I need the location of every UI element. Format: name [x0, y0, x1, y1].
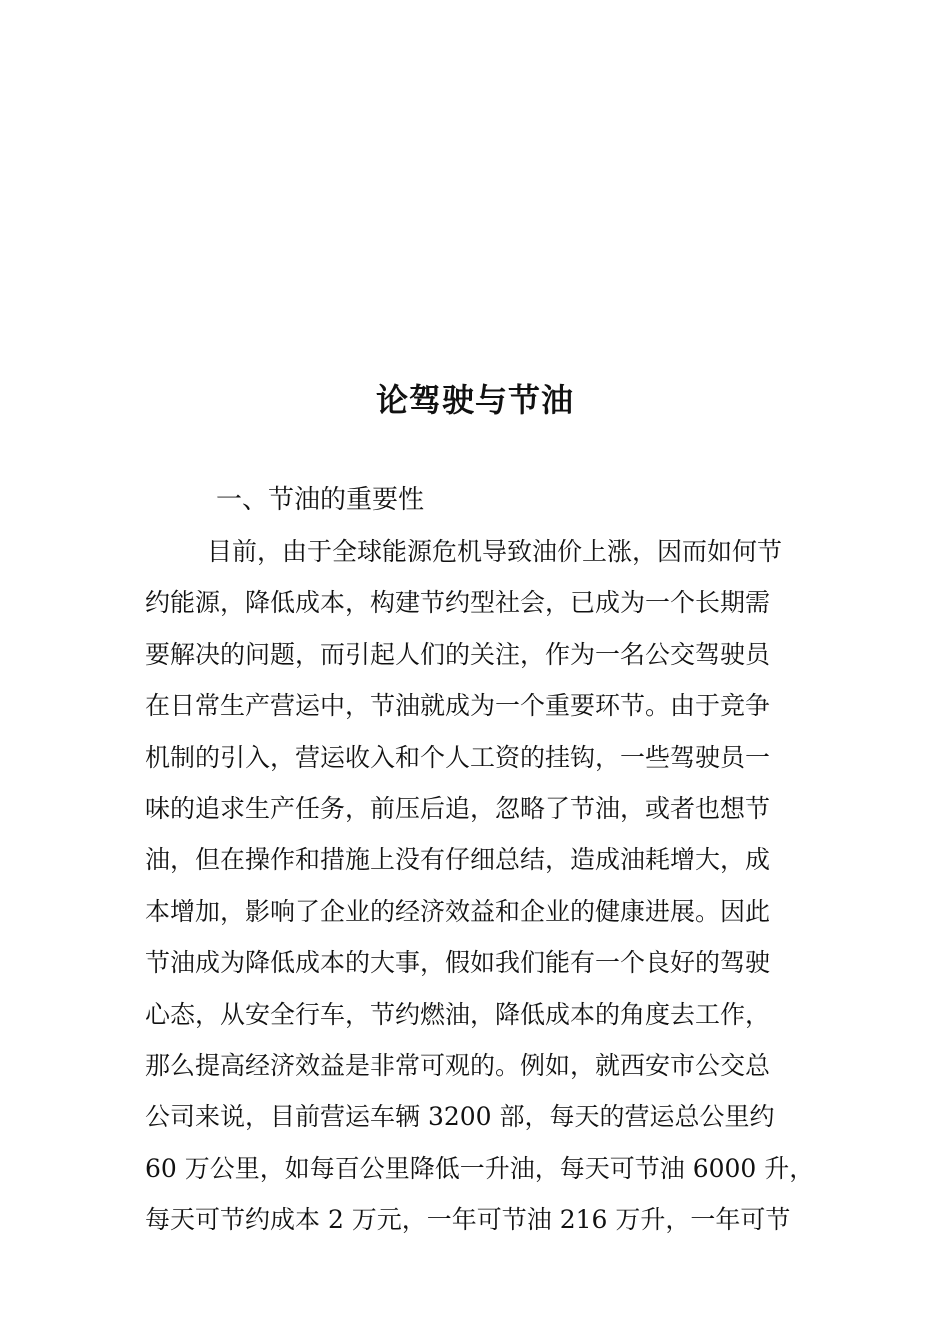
paragraph-line: 节油成为降低成本的大事，假如我们能有一个良好的驾驶	[145, 948, 771, 978]
paragraph-line: 在日常生产营运中，节油就成为一个重要环节。由于竞争	[145, 691, 771, 721]
paragraph-line: 油，但在操作和措施上没有仔细总结，造成油耗增大，成	[145, 845, 771, 875]
paragraph-line: 味的追求生产任务，前压后追，忽略了节油，或者也想节	[145, 793, 771, 823]
body-paragraph	[145, 526, 825, 1245]
section-heading: 一、节油的重要性	[216, 485, 425, 515]
paragraph-line: 机制的引入，营运收入和个人工资的挂钩，一些驾驶员一	[145, 742, 771, 772]
paragraph-line: 那么提高经济效益是非常可观的。例如，就西安市公交总	[145, 1050, 771, 1080]
paragraph-line: 60 万公里，如每百公里降低一升油，每天可节油 6000 升，	[145, 1153, 815, 1183]
paragraph-line: 每天可节约成本 2 万元，一年可节油 216 万升，一年可节	[145, 1205, 791, 1235]
paragraph-line: 本增加，影响了企业的经济效益和企业的健康进展。因此	[145, 896, 771, 926]
paragraph-line: 要解决的问题，而引起人们的关注，作为一名公交驾驶员	[145, 639, 771, 669]
paragraph-line: 目前，由于全球能源危机导致油价上涨，因而如何节	[207, 537, 783, 566]
paragraph-line: 公司来说，目前营运车辆 3200 部，每天的营运总公里约	[145, 1102, 775, 1132]
document-title: 论驾驶与节油	[375, 381, 574, 419]
paragraph-line: 心态，从安全行车，节约燃油，降低成本的角度去工作，	[145, 999, 771, 1029]
paragraph-line: 约能源，降低成本，构建节约型社会，已成为一个长期需	[145, 588, 771, 618]
